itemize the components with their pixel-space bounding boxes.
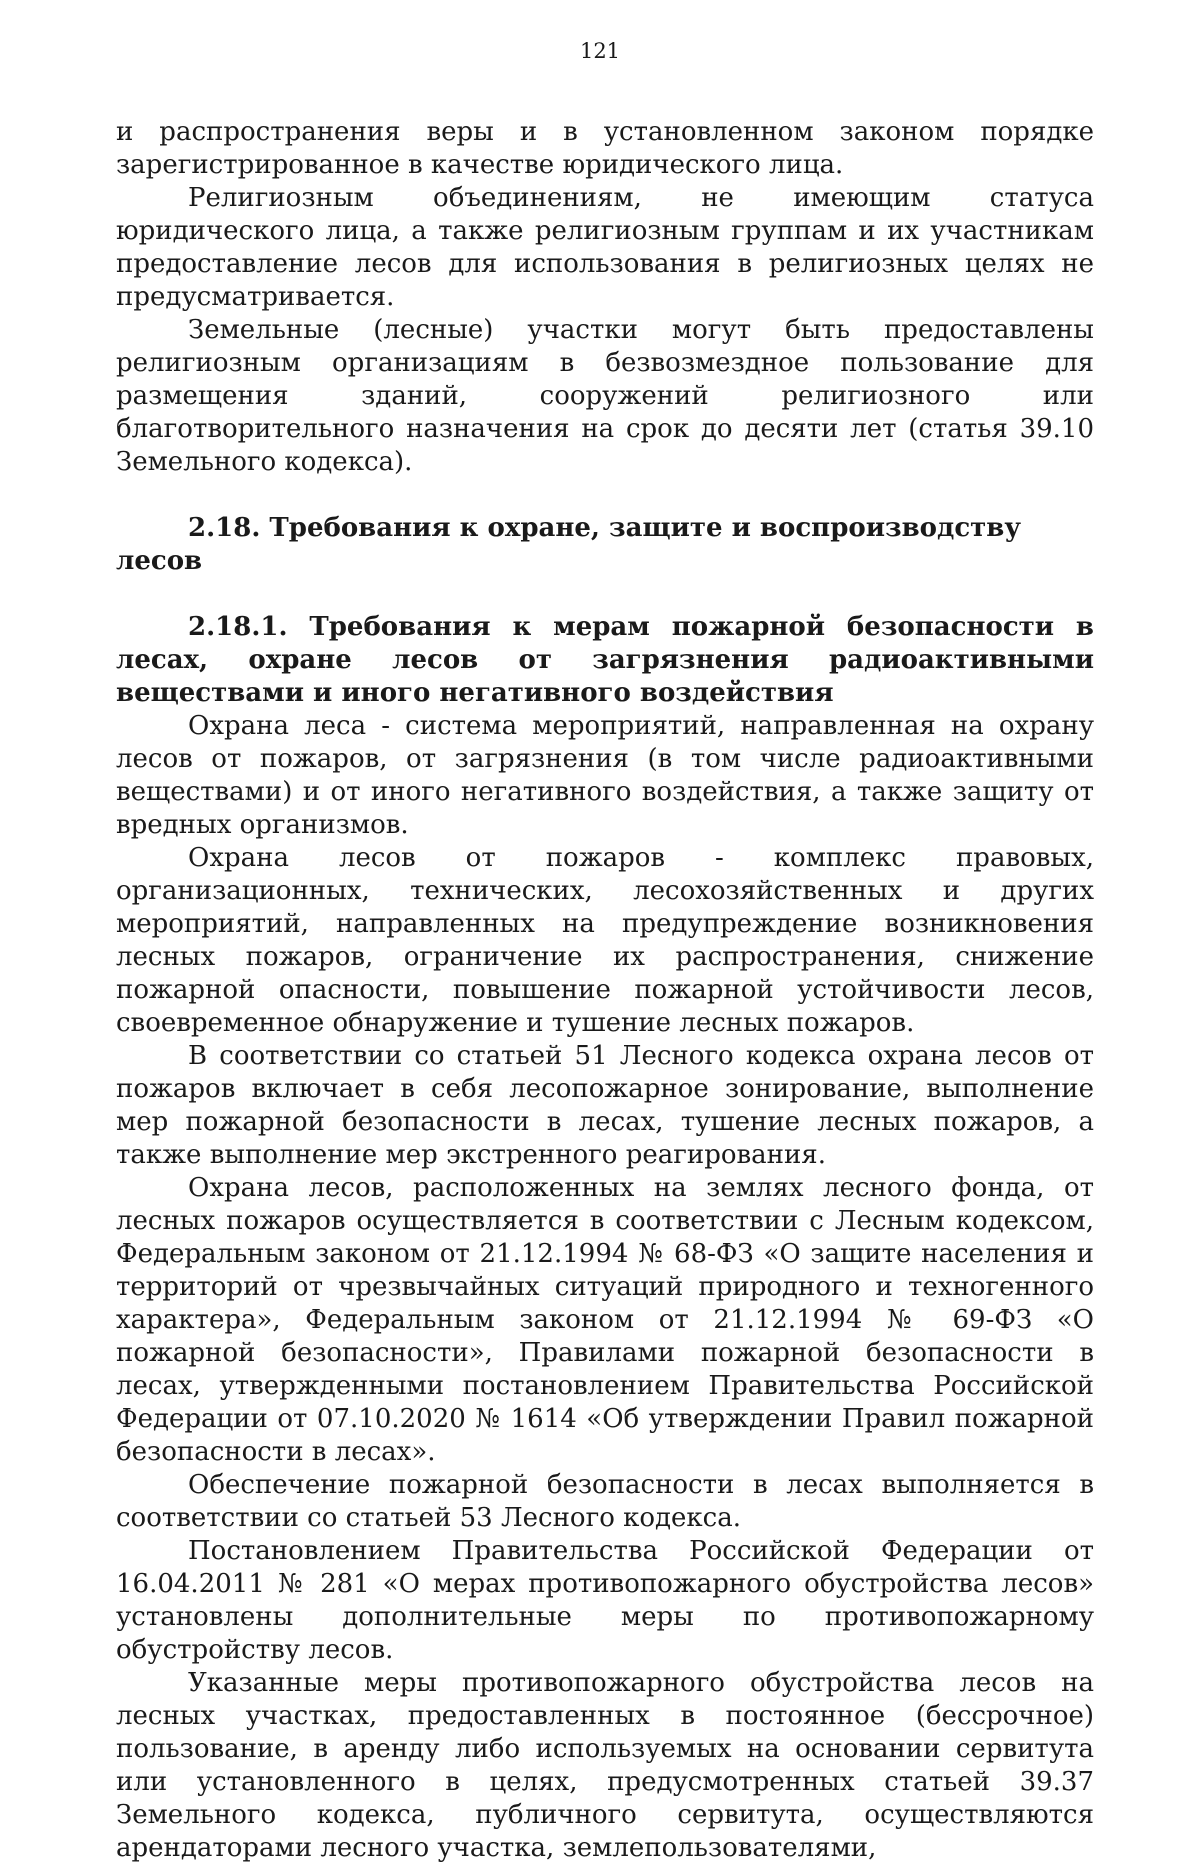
page-number: 121: [579, 39, 621, 63]
paragraph: В соответствии со статьей 51 Лесного кодекса охрана лесов от пожаров включает в себя лесопожарное зонирование, выполнение мер пожарной безопасности в лесах, тушение лесных пожаров, а также выполнение мер экстренного реагирования.: [116, 1041, 1094, 1170]
paragraph: Охрана лесов, расположенных на землях лесного фонда, от лесных пожаров осуществляется в соответствии с Лесным кодексом, Федеральным законом от 21.12.1994 № 68-ФЗ «О защите населения и территорий от чрезвычайных ситуаций природного и техногенного характера», Федеральным законом от 21.12.1994 № 69-ФЗ «О пожарной безопасности», Правилами пожарной безопасности в лесах, утвержденными постановлением Правительства Российской Федерации от 07.10.2020 № 1614 «Об утверждении Правил пожарной безопасности в лесах».: [116, 1173, 1094, 1467]
document-body: [116, 116, 1094, 1865]
paragraph: Указанные меры противопожарного обустройства лесов на лесных участках, предоставленных в постоянное (бессрочное) пользование, в аренду либо используемых на основании сервитута или установленного в целях, предусмотренных статьей 39.37 Земельного кодекса, публичного сервитута, осуществляются арендаторами лесного участка, землепользователями,: [116, 1668, 1094, 1863]
paragraph: Охрана леса - система мероприятий, направленная на охрану лесов от пожаров, от загрязнения (в том числе радиоактивными веществами) и от иного негативного воздействия, а также защиту от вредных организмов.: [116, 711, 1094, 840]
paragraph: Религиозным объединениям, не имеющим статуса юридического лица, а также религиозным группам и их участникам предоставление лесов для использования в религиозных целях не предусматривается.: [116, 183, 1094, 312]
paragraph: Земельные (лесные) участки могут быть предоставлены религиозным организациям в безвозмездное пользование для размещения зданий, сооружений религиозного или благотворительного назначения на срок до десяти лет (статья 39.10 Земельного кодекса).: [116, 315, 1094, 477]
section-heading: 2.18. Требования к охране, защите и воспроизводству лесов: [116, 513, 1021, 576]
paragraph: Постановлением Правительства Российской Федерации от 16.04.2011 № 281 «О мерах противопожарного обустройства лесов» установлены дополнительные меры по противопожарному обустройству лесов.: [116, 1536, 1094, 1665]
subsection-heading: 2.18.1. Требования к мерам пожарной безопасности в лесах, охране лесов от загрязнения радиоактивными веществами и иного негативного воздействия: [116, 612, 1094, 708]
paragraph: Охрана лесов от пожаров - комплекс правовых, организационных, технических, лесохозяйственных и других мероприятий, направленных на предупреждение возникновения лесных пожаров, ограничение их распространения, снижение пожарной опасности, повышение пожарной устойчивости лесов, своевременное обнаружение и тушение лесных пожаров.: [116, 843, 1094, 1038]
paragraph-continuation: и распространения веры и в установленном законом порядке зарегистрированное в качестве юридического лица.: [116, 117, 1094, 180]
paragraph: Обеспечение пожарной безопасности в лесах выполняется в соответствии со статьей 53 Лесного кодекса.: [116, 1470, 1094, 1533]
